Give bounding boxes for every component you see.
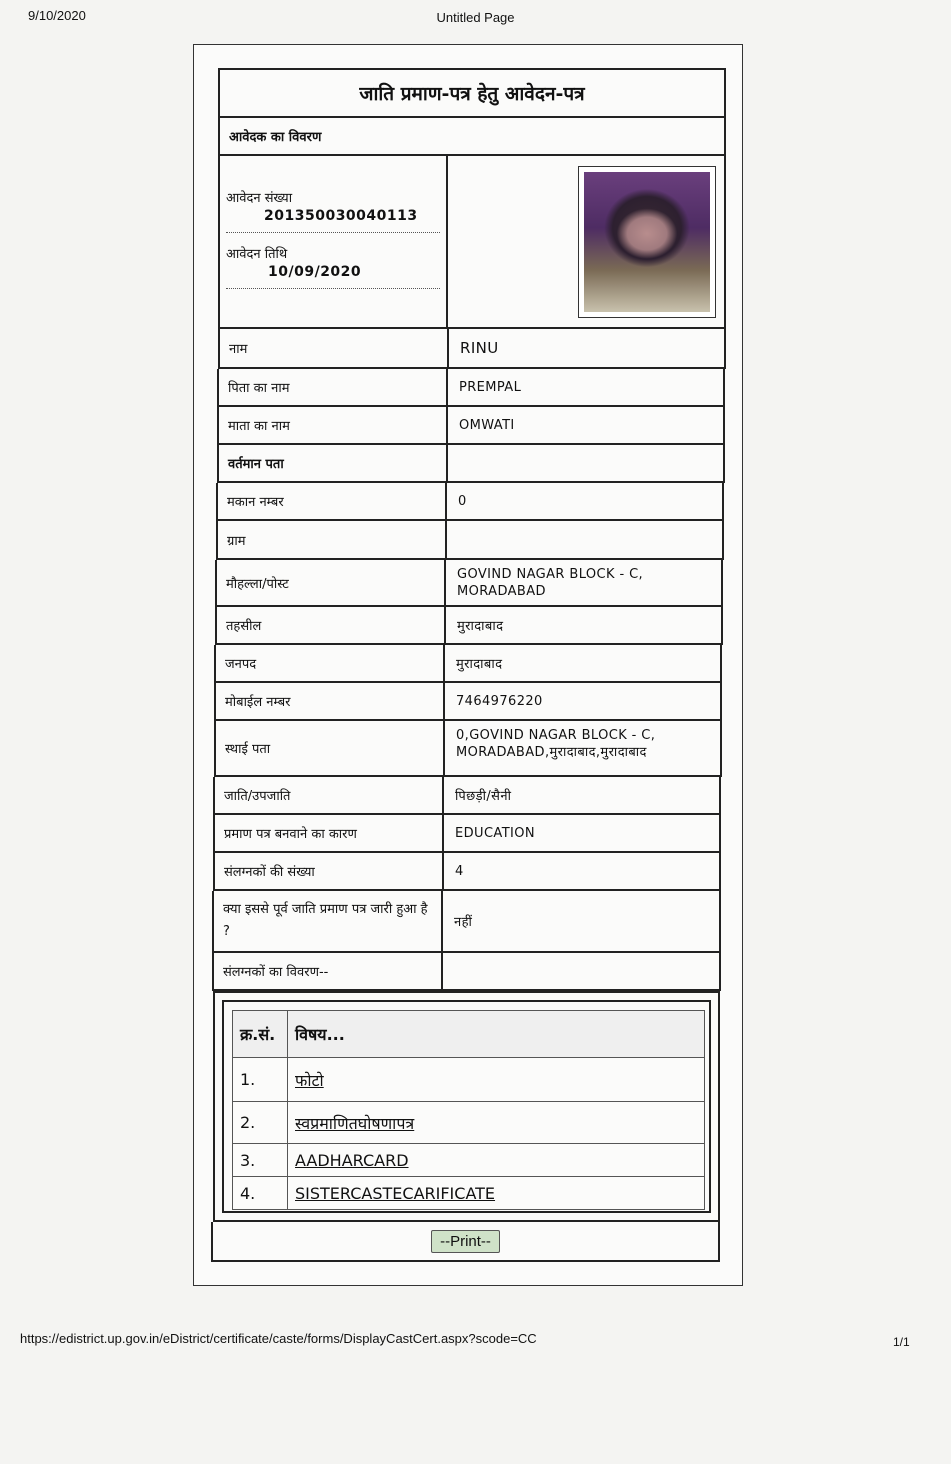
field-row (217, 369, 725, 407)
field-value-locality: GOVIND NAGAR BLOCK - C, MORADABAD (457, 567, 644, 599)
field-value-attachment-count: 4 (455, 863, 464, 879)
field-label-tehsil: तहसील (217, 607, 446, 643)
attachment-link-declaration[interactable]: स्वप्रमाणितघोषणापत्र (295, 1113, 415, 1133)
attachment-cell (288, 1102, 705, 1144)
form-title: जाति प्रमाण-पत्र हेतु आवेदन-पत्र (218, 68, 726, 118)
field-row (212, 953, 721, 991)
field-label-previous-certificate: क्या इससे पूर्व जाति प्रमाण पत्र जारी हुआ है ? (214, 891, 443, 951)
field-label-mother: माता का नाम (219, 407, 448, 443)
field-row (214, 683, 722, 721)
field-label-current-address: वर्तमान पता (219, 445, 448, 481)
field-row (213, 815, 721, 853)
attachment-cell (288, 1177, 705, 1210)
field-label-permanent-address: स्थाई पता (216, 721, 445, 775)
field-value-father: PREMPAL (459, 379, 522, 395)
attachment-sno: 2. (233, 1102, 288, 1144)
col-subject: विषय... (288, 1011, 705, 1058)
field-value-village (447, 521, 722, 558)
application-number-label: आवेदन संख्या (226, 191, 293, 206)
print-button[interactable]: --Print-- (431, 1230, 500, 1253)
print-page-count: 1/1 (893, 1335, 910, 1349)
field-value-caste: पिछड़ी/सैनी (455, 789, 512, 804)
field-row (215, 607, 723, 645)
field-label-father: पिता का नाम (219, 369, 448, 405)
print-url: https://edistrict.up.gov.in/eDistrict/certificate/caste/forms/DisplayCastCert.aspx?scode=CC (20, 1331, 537, 1346)
field-row (214, 721, 722, 777)
field-row (216, 521, 724, 560)
field-value-previous-certificate: नहीं (454, 915, 473, 930)
attachments-table (232, 1010, 705, 1210)
field-label-house-number: मकान नम्बर (218, 483, 447, 519)
field-value-reason: EDUCATION (455, 825, 536, 841)
dotted-underline (226, 232, 440, 233)
field-row (213, 853, 721, 891)
field-row (214, 645, 722, 683)
field-label-mobile: मोबाईल नम्बर (216, 683, 445, 719)
application-date: 10/09/2020 (268, 264, 362, 280)
attachment-sno: 3. (233, 1144, 288, 1177)
attachment-sno: 4. (233, 1177, 288, 1210)
attachment-cell (288, 1144, 705, 1177)
field-label-attachment-details: संलग्नकों का विवरण-- (214, 953, 443, 989)
application-info-box (218, 156, 448, 329)
field-row (217, 407, 725, 445)
field-row (215, 560, 723, 607)
field-value-attachment-details (443, 953, 719, 989)
attachments-box (222, 1000, 711, 1213)
field-row (216, 483, 724, 521)
field-label-attachment-count: संलग्नकों की संख्या (215, 853, 444, 889)
attachments-section (213, 991, 720, 1222)
table-row (233, 1102, 705, 1144)
field-value-name: RINU (460, 339, 499, 357)
field-value-permanent-address: 0,GOVIND NAGAR BLOCK - C, MORADABAD,मुरादाबाद,मुरादाबाद (456, 728, 656, 760)
field-row (213, 777, 721, 815)
attachment-link-sister-caste[interactable]: SISTERCASTECARIFICATE (295, 1183, 496, 1203)
field-label-reason: प्रमाण पत्र बनवाने का कारण (215, 815, 444, 851)
field-value-tehsil: मुरादाबाद (457, 619, 504, 634)
attachment-cell (288, 1058, 705, 1102)
field-label-name: नाम (220, 329, 449, 367)
applicant-photo-frame (578, 166, 716, 318)
field-value-mother: OMWATI (459, 417, 515, 433)
application-date-label: आवेदन तिथि (226, 247, 288, 262)
application-number: 201350030040113 (264, 208, 418, 224)
field-label-locality: मौहल्ला/पोस्ट (217, 560, 446, 605)
table-row (233, 1144, 705, 1177)
field-value-current-address (448, 445, 723, 481)
col-serial-number: क्र.सं. (233, 1011, 288, 1058)
table-row (233, 1177, 705, 1210)
field-value-district: मुरादाबाद (456, 657, 503, 672)
attachment-sno: 1. (233, 1058, 288, 1102)
field-value-mobile: 7464976220 (456, 693, 543, 709)
field-row (212, 891, 721, 953)
field-label-caste: जाति/उपजाति (215, 777, 444, 813)
applicant-photo (584, 172, 710, 312)
field-label-district: जनपद (216, 645, 445, 681)
print-page-title: Untitled Page (436, 10, 515, 25)
dotted-underline (226, 288, 440, 289)
table-row (233, 1058, 705, 1102)
field-row (218, 329, 726, 369)
field-row (217, 445, 725, 483)
attachment-link-photo[interactable]: फोटो (295, 1070, 324, 1090)
field-label-village: ग्राम (218, 521, 447, 558)
print-row (211, 1222, 720, 1262)
attachments-header-row (233, 1011, 705, 1058)
photo-cell (446, 156, 726, 329)
attachment-link-aadhar[interactable]: AADHARCARD (295, 1150, 409, 1170)
section-title: आवेदक का विवरण (218, 118, 726, 156)
print-date: 9/10/2020 (28, 8, 86, 23)
field-value-house-number: 0 (458, 493, 467, 509)
